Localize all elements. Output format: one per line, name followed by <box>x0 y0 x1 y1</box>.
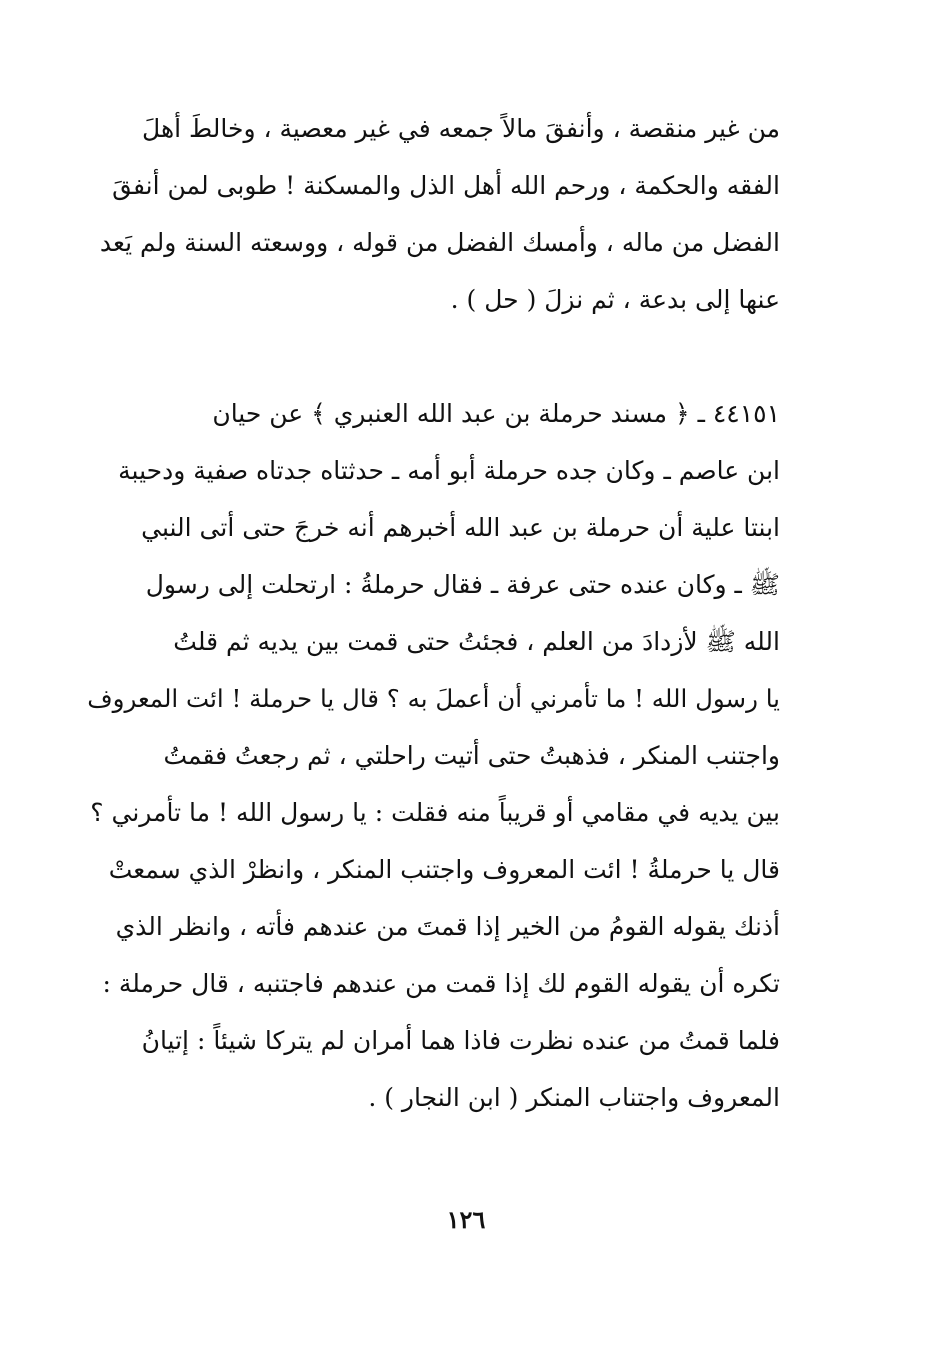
paragraph-continuation <box>80 100 780 328</box>
text-line: قال يا حرملةُ ! ائت المعروف واجتنب المنكر ، وانظرْ الذي سمعتْ <box>108 855 780 884</box>
text-line: تكره أن يقوله القوم لك إذا قمت من عندهم فاجتنبه ، قال حرملة : <box>102 969 780 998</box>
text-line: الفقه والحكمة ، ورحم الله أهل الذل والمسكنة ! طوبى لمن أنفقَ <box>112 171 780 200</box>
hadith-heading-line: ٤٤١٥١ ـ ﴿ مسند حرملة بن عبد الله العنبري ﴾ عن حيان <box>212 399 780 428</box>
page-number: ١٢٦ <box>446 1205 486 1234</box>
text-line: عنها إلى بدعة ، ثم نزلَ ( حل ) . <box>450 285 780 314</box>
text-line: المعروف واجتناب المنكر ( ابن النجار ) . <box>368 1083 780 1112</box>
text-line: ﷺ ـ وكان عنده حتى عرفة ـ فقال حرملةُ : ارتحلت إلى رسول <box>145 570 780 599</box>
text-line: الفضل من ماله ، وأمسك الفضل من قوله ، ووسعته السنة ولم يَعد <box>99 228 780 257</box>
text-line: الله ﷺ لأزدادَ من العلم ، فجئتُ حتى قمت بين يديه ثم قلتُ <box>173 627 780 656</box>
text-line: أذنك يقوله القومُ من الخير إذا قمتَ من عندهم فأته ، وانظر الذي <box>115 912 780 941</box>
text-line: من غير منقصة ، وأنفقَ مالاً جمعه في غير معصية ، وخالطَ أهلَ <box>142 114 780 143</box>
hadith-entry <box>80 385 780 1126</box>
text-line: فلما قمتُ من عنده نظرت فاذا هما أمران لم يتركا شيئاً : إتيانُ <box>141 1026 780 1055</box>
text-line: بين يديه في مقامي أو قريباً منه فقلت : يا رسول الله ! ما تأمرني ؟ <box>90 798 780 827</box>
text-line: ابن عاصم ـ وكان جده حرملة أبو أمه ـ حدثتاه جدتاه صفية ودحيبة <box>118 456 780 485</box>
text-line: واجتنب المنكر ، فذهبتُ حتى أتيت راحلتي ، ثم رجعتُ فقمتُ <box>163 741 780 770</box>
text-line: ابنتا علية أن حرملة بن عبد الله أخبرهم أنه خرجَ حتى أتى النبي <box>141 513 780 542</box>
text-line: يا رسول الله ! ما تأمرني أن أعملَ به ؟ قال يا حرملة ! ائت المعروف <box>87 684 780 713</box>
